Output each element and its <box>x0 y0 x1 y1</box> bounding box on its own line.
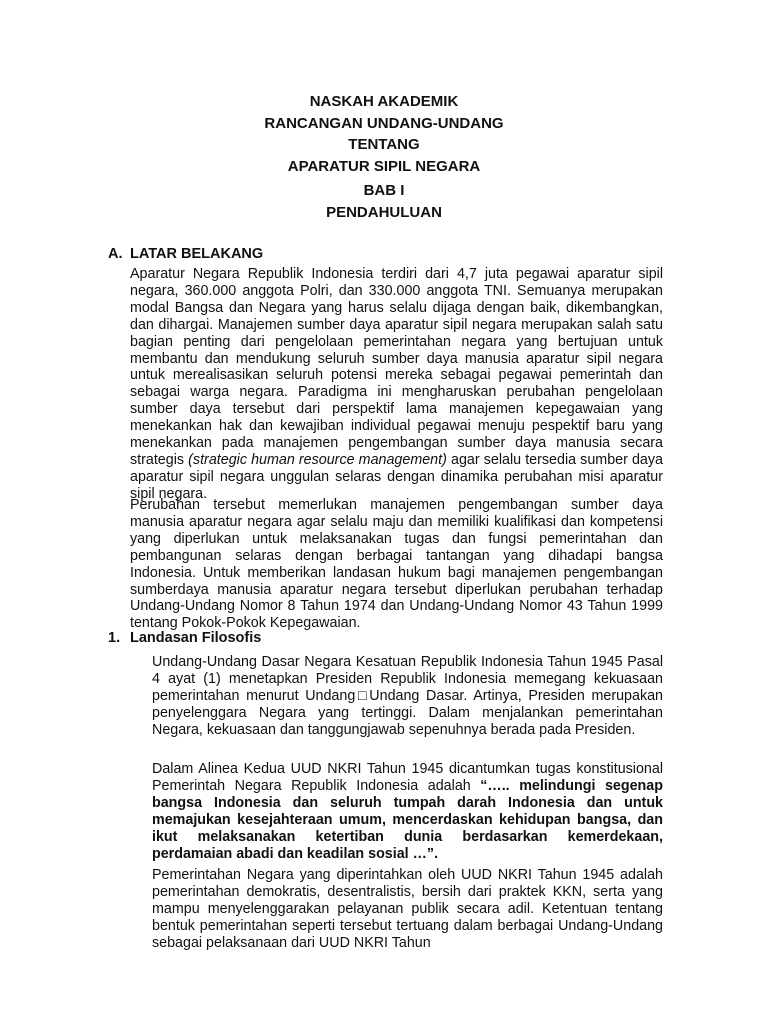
paragraph-1-italic-term: (strategic human resource management) <box>188 451 447 468</box>
paragraph-4-bold-quote: “….. melindungi segenap bangsa Indonesia dan seluruh tumpah darah Indonesia dan untuk memajukan kesejahteraan umum, mencerdaskan kehidupan bangsa, dan ikut melaksanakan ketertiban dunia berdasarkan kemerdekaan, perdamaian abadi dan keadilan sosial …”. <box>152 777 663 862</box>
section-a-label: A. <box>108 246 123 262</box>
chapter-number: BAB I <box>363 182 405 199</box>
paragraph-latar-belakang-1 <box>130 266 663 503</box>
chapter-name: PENDAHULUAN <box>326 203 442 221</box>
subsection-1-title: Landasan Filosofis <box>130 630 262 646</box>
paragraph-latar-belakang-2: Perubahan tersebut memerlukan manajemen pengembangan sumber daya manusia aparatur negara agar selalu maju dan memiliki kualifikasi dan kompetensi yang diperlukan untuk melaksanakan tugas dan fungsi pemerintahan dan pembangunan selaras dengan berbagai tantangan yang dihadapi bangsa Indonesia. Untuk memberikan landasan hukum bagi manajemen pengembangan sumberdaya manusia aparatur negara tersebut diperlukan perubahan terhadap Undang-Undang Nomor 8 Tahun 1974 dan Undang-Undang Nomor 43 Tahun 1999 tentang Pokok-Pokok Kepegawaian. <box>130 497 663 632</box>
title-line-3: TENTANG <box>348 136 420 153</box>
paragraph-filosofis-3: Pemerintahan Negara yang diperintahkan oleh UUD NKRI Tahun 1945 adalah pemerintahan demokratis, desentralistis, bersih dari praktek KKN, serta yang mampu menyelenggarakan pelayanan publik secara adil. Ketentuan tentang bentuk pemerintahan seperti tersebut tertuang dalam berbagai Undang-Undang sebagai pelaksanaan dari UUD NKRI Tahun <box>152 867 663 951</box>
chapter-heading <box>0 180 768 223</box>
paragraph-1-text-a: Aparatur Negara Republik Indonesia terdiri dari 4,7 juta pegawai aparatur sipil negara, 360.000 anggota Polri, dan 330.000 anggota TNI. Semuanya merupakan modal Bangsa dan Negara yang harus selalu dijaga dengan baik, dikembangkan, dan dihargai. Manajemen sumber daya aparatur sipil negara merupakan salah satu bagian penting dari pengelolaan pemerintahan negara yang bertujuan untuk membantu dan mendukung seluruh sumber daya manusia aparatur sipil negara untuk merealisasikan seluruh potensi mereka sebagai pegawai pemerintah dan sebagai warga negara. Paradigma ini mengharuskan perubahan pengelolaan sumber daya tersebut dari perspektif lama manajemen kepegawaian yang menekankan hak dan kewajiban individual pegawai menuju pespektif baru yang menekankan pada manajemen pengembangan sumber daya manusia secara strategis <box>130 266 663 468</box>
paragraph-4-text: Dalam Alinea Kedua UUD NKRI Tahun 1945 dicantumkan tugas konstitusional Pemerintah Negara Republik Indonesia adalah <box>152 761 663 794</box>
section-a-title: LATAR BELAKANG <box>130 246 264 262</box>
title-line-2: RANCANGAN UNDANG-UNDANG <box>264 114 504 132</box>
paragraph-filosofis-2 <box>152 761 663 862</box>
subsection-1-label: 1. <box>108 630 121 646</box>
title-line-4: APARATUR SIPIL NEGARA <box>287 157 481 175</box>
paragraph-1-text-b: agar selalu tersedia sumber daya aparatur sipil negara unggulan selaras dengan dinamika perubahan misi aparatur sipil negara. <box>130 451 663 502</box>
paragraph-filosofis-1: Undang-Undang Dasar Negara Kesatuan Republik Indonesia Tahun 1945 Pasal 4 ayat (1) menetapkan Presiden Republik Indonesia memegang kekuasaan pemerintahan menurut Undang□Undang Dasar. Artinya, Presiden merupakan penyelenggara Negara yang tertinggi. Dalam menjalankan pemerintahan Negara, kekuasaan dan tanggungjawab sepenuhnya berada pada Presiden. <box>152 654 663 738</box>
document-title <box>0 91 768 177</box>
title-line-1: NASKAH AKADEMIK <box>309 93 459 110</box>
subsection-1-heading <box>108 630 261 646</box>
section-a-heading <box>108 246 263 262</box>
